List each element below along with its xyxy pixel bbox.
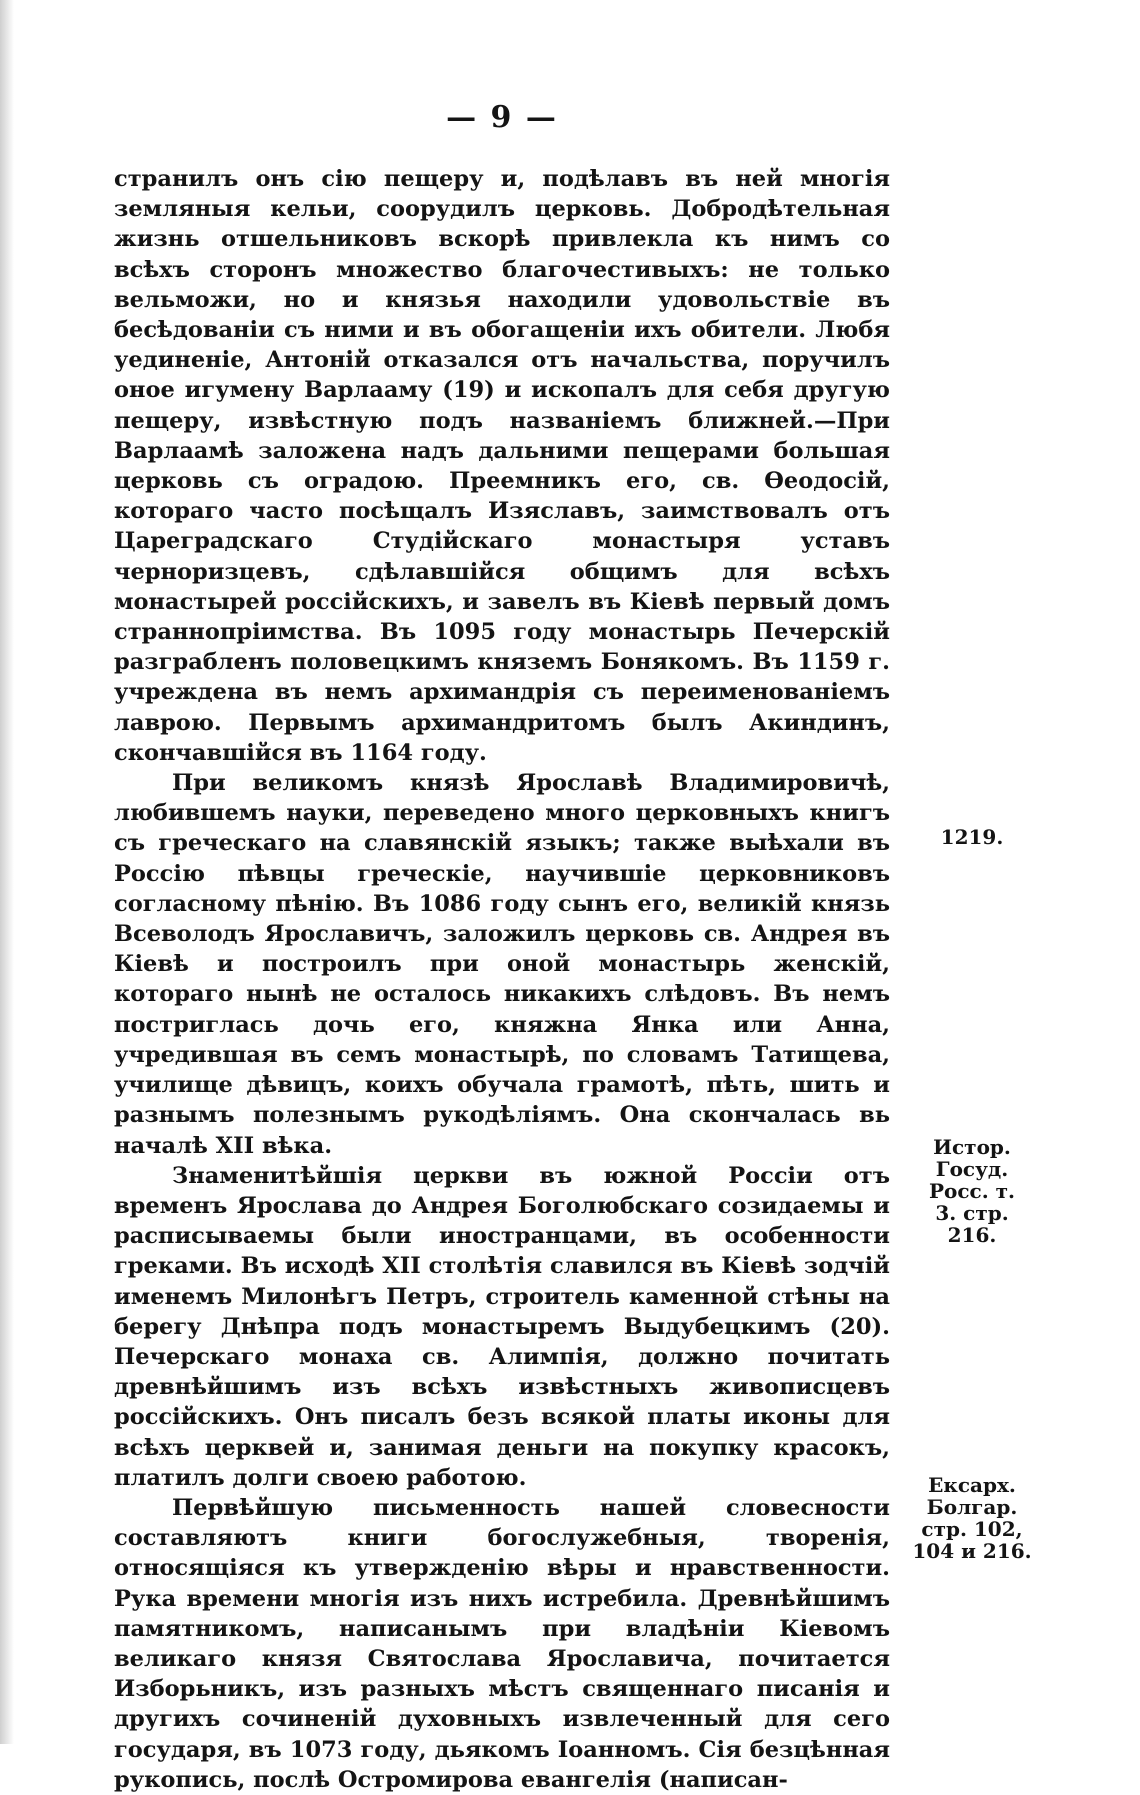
paragraph-1: странилъ онъ сію пещеру и, подѣлавъ въ ней многія земляныя кельи, соорудилъ церковь. Добродѣтельная жизнь отшельниковъ вскорѣ привлекла къ нимъ со всѣхъ сторонъ множество благочестивыхъ: не только вельможи, но и князья находили удовольствіе въ бесѣдованіи съ ними и въ обогащеніи ихъ обители. Любя уединеніе, Антоній отказался отъ начальства, поручилъ оное игумену Варлааму (19) и ископалъ для себя другую пещеру, извѣстную подъ названіемъ ближней.—При Варлаамѣ заложена надъ дальними пещерами большая церковь съ оградою. Преемникъ его, св. Ѳеодосій, котораго часто посѣщалъ Изяславъ, заимствовалъ отъ Цареградскаго Студійскаго монастыря уставъ черноризцевъ, сдѣлавшійся общимъ для всѣхъ монастырей россійскихъ, и завелъ въ Кіевѣ первый домъ страннопріимства. Въ 1095 году монастырь Печерскій разграбленъ половецкимъ княземъ Бонякомъ. Въ 1159 г. учреждена въ немъ архимандрія съ переименованіемъ лаврою. Первымъ архимандритомъ былъ Акиндинъ, скончавшійся въ 1164 году. <box>114 166 890 766</box>
paragraph-2: При великомъ князѣ Ярославѣ Владимировичѣ, любившемъ науки, переведено много церковныхъ книгъ съ греческаго на славянскій языкъ; также выѣхали въ Россію пѣвцы греческіе, научившіе церковниковъ согласному пѣнію. Въ 1086 году сынъ его, великій князь Всеволодъ Ярославичъ, заложилъ церковь св. Андрея въ Кіевѣ и построилъ при оной монастырь женскій, котораго нынѣ не осталось никакихъ слѣдовъ. Въ немъ постриглась дочь его, княжна Янка или Анна, учредившая въ семъ монастырѣ, по словамъ Татищева, училище дѣвицъ, коихъ обучала грамотѣ, пѣть, шить и разнымъ полезнымъ рукодѣліямъ. Она скончалась вь началѣ XII вѣка. <box>114 770 890 1159</box>
paragraph-4: Первѣйшую письменность нашей словесности составляютъ книги богослужебныя, творенія, относящіяся къ утвержденію вѣры и нравственности. Рука времени многія изъ нихъ истребила. Древнѣйшимъ памятникомъ, написанымъ при владѣніи Кіевомъ великаго князя Святослава Ярославича, почитается Изборьникъ, изъ разныхъ мѣстъ священнаго писанія и другихъ сочиненій духовныхъ извлеченный для сего государя, въ 1073 году, дьякомъ Іоанномъ. Сія безцѣнная рукопись, послѣ Остромирова евангелія (написан- <box>114 1494 890 1793</box>
page-number: — 9 — <box>446 100 558 135</box>
margin-note-line: 216. <box>947 1223 997 1247</box>
margin-note-eksarh <box>912 1474 1032 1562</box>
main-text-column <box>114 164 890 1795</box>
margin-note-year <box>912 826 1032 848</box>
margin-note-line: Болгар. <box>926 1495 1018 1519</box>
margin-note-line: 104 и 216. <box>912 1539 1032 1563</box>
margin-note-istor <box>912 1136 1032 1246</box>
margin-note-line: Госуд. <box>935 1157 1009 1181</box>
margin-note-line: 3. стр. <box>935 1201 1009 1225</box>
paragraph-3: Знаменитѣйшія церкви въ южной Россіи отъ временъ Ярослава до Андрея Боголюбскаго созидаемы и расписываемы были иностранцами, въ особенности греками. Въ исходѣ XII столѣтія славился въ Кіевѣ зодчій именемъ Милонѣгъ Петръ, строитель каменной стѣны на берегу Днѣпра подъ монастыремъ Выдубецкимъ (20). Печерскаго монаха св. Алимпія, должно почитать древнѣйшимъ изъ всѣхъ извѣстныхъ живописцевъ россійскихъ. Онъ писалъ безъ всякой платы иконы для всѣхъ церквей и, занимая деньги на покупку красокъ, платилъ долги своею работою. <box>114 1162 890 1491</box>
margin-note-line: Росс. т. <box>928 1179 1015 1203</box>
margin-note-line: Истор. <box>933 1135 1011 1159</box>
margin-note-line: стр. 102, <box>921 1517 1023 1541</box>
page-edge-shadow <box>0 0 14 1744</box>
margin-note-line: Ексарх. <box>928 1473 1016 1497</box>
margin-note-year-text: 1219. <box>940 825 1004 849</box>
